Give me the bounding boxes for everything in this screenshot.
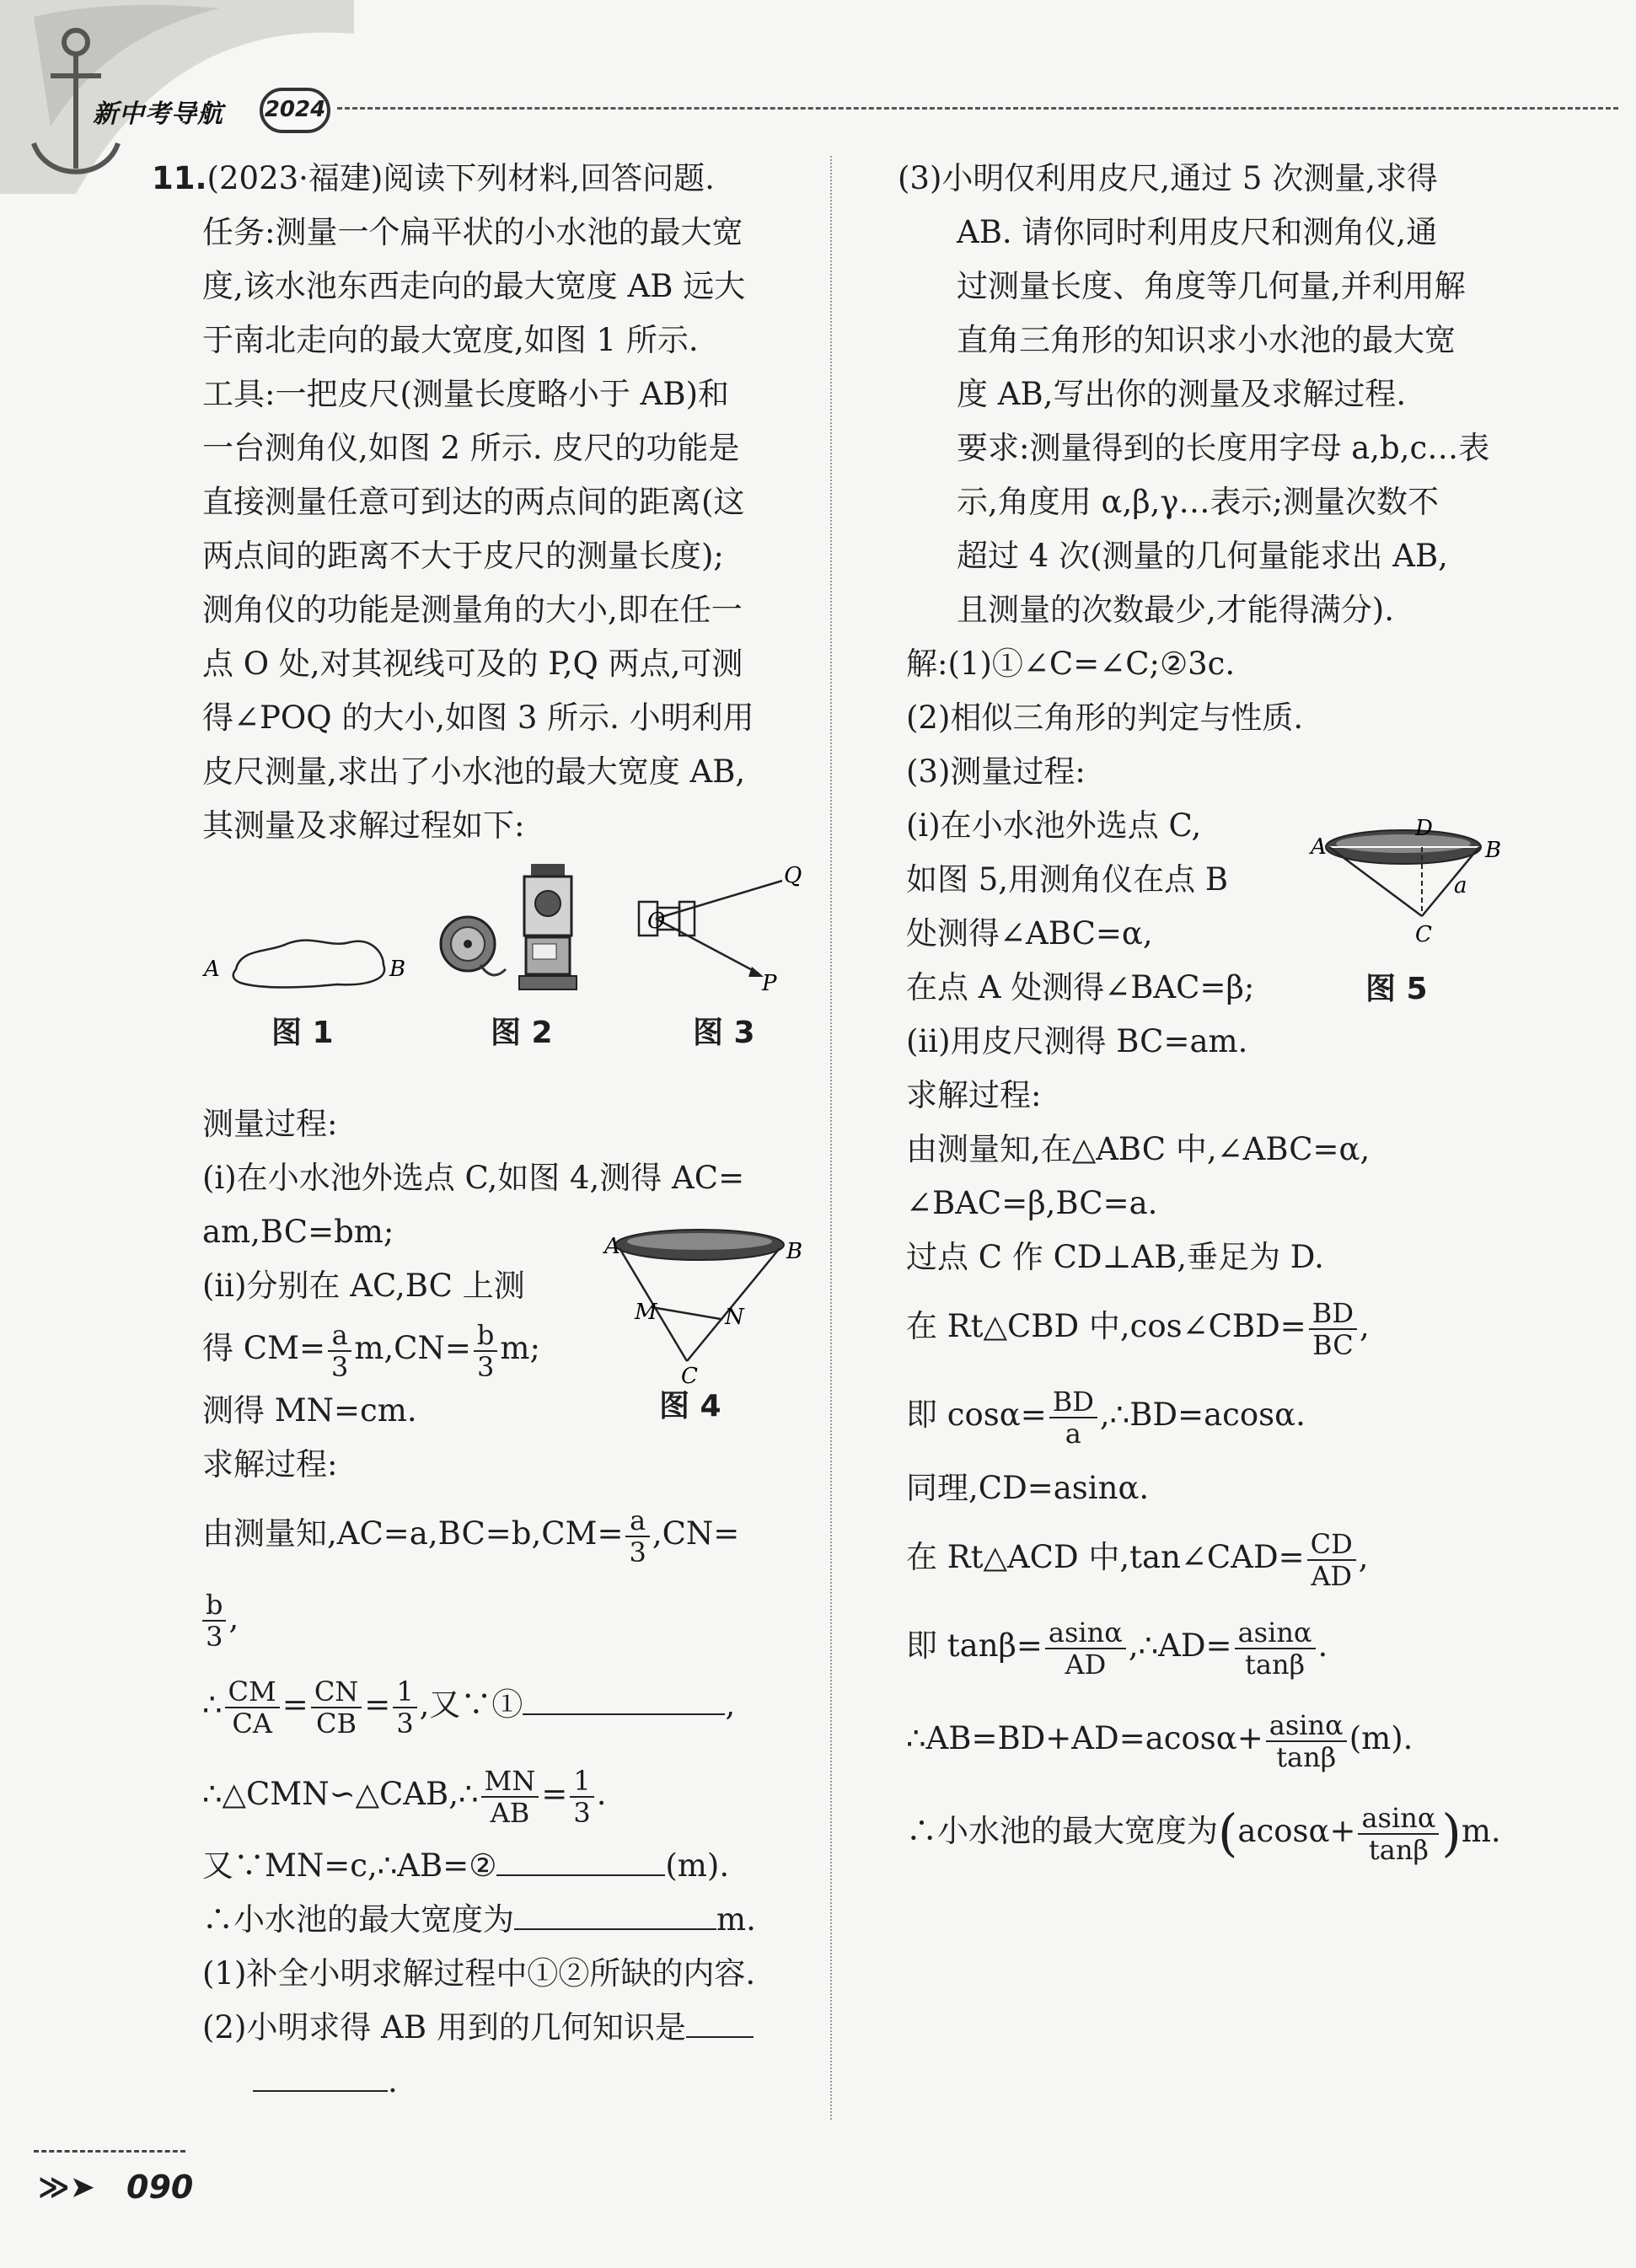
answer-3-title: (3)测量过程: [906,753,1086,790]
q3-line: 过测量长度、角度等几何量,并利用解 [957,268,1466,304]
solve-line: ∠BAC=β,BC=a. [906,1185,1158,1221]
figure-1-caption: 图 1 [271,1016,334,1050]
unit-label: m. [716,1901,756,1938]
frac-num: MN [481,1766,539,1798]
frac-den: CB [316,1707,357,1740]
fraction-b-over-3 [474,1320,497,1382]
task-line: 任务:测量一个扁平状的小水池的最大宽 [202,214,743,250]
frac-num: CM [225,1676,280,1708]
frac-num: asinα [1045,1617,1126,1649]
label-side-a: a [1454,873,1467,898]
frac-num: BD [1309,1298,1357,1330]
equals: = [282,1686,308,1723]
figure-5-diagram [1311,816,1513,948]
answer-blank-3[interactable] [514,1903,716,1930]
process-line: 如图 5,用测角仪在点 B [906,861,1229,898]
column-divider [830,156,832,2120]
frac-den: 3 [476,1350,495,1383]
conclusion-line: ∴小水池的最大宽度为 [906,1813,1218,1849]
q3-line: 直角三角形的知识求小水池的最大宽 [957,322,1456,358]
frac-den: AD [1065,1648,1107,1681]
label-b: B [1485,838,1502,863]
frac-den: tanβ [1368,1833,1429,1866]
solve-line: 即 tanβ= [906,1627,1043,1664]
process-line: (ⅰ)在小水池外选点 C, [906,807,1202,844]
fraction-1-over-3 [570,1766,593,1828]
question-number: 11. [152,160,207,196]
frac-den: tanβ [1245,1648,1306,1681]
answer-blank-1[interactable] [523,1688,725,1715]
process-line: 处测得∠ABC=α, [906,915,1153,952]
fraction-asina-tanb [1235,1617,1316,1680]
frac-den: a [1065,1417,1081,1450]
answer-blank-4[interactable] [686,2011,754,2038]
label-p: P [762,971,777,996]
fraction-1-over-3 [393,1676,416,1739]
series-title: 新中考导航 [93,99,223,129]
solve-line: 即 cosα= [906,1397,1047,1433]
fraction-a-over-3 [625,1505,649,1568]
frac-num: a [625,1505,649,1537]
sub-question-1: (1)补全小明求解过程中①②所缺的内容. [202,1955,756,1992]
measure-step-1-cont: am,BC=bm; [202,1214,394,1250]
fraction-asina-ad [1045,1617,1126,1680]
solve-line: 过点 C 作 CD⊥AB,垂足为 D. [906,1239,1324,1275]
label-b: B [389,957,406,982]
unit-label: (m). [665,1847,730,1884]
unit-label: m; [500,1330,540,1366]
measure-step-1: (ⅰ)在小水池外选点 C,如图 4,测得 AC= [202,1160,745,1196]
tools-line: 直接测量任意可到达的两点间的距离(这 [202,484,745,520]
sub-question-2: (2)小明求得 AB 用到的几何知识是 [202,2009,686,2045]
frac-num: asinα [1235,1617,1316,1649]
frac-den: 3 [573,1796,591,1829]
q3-line: 示,角度用 α,β,γ…表示;测量次数不 [957,484,1439,520]
fraction-b-over-3 [202,1590,226,1652]
solve-title: 求解过程: [202,1446,338,1483]
frac-num: 1 [570,1766,593,1798]
frac-den: tanβ [1276,1740,1337,1773]
fraction-bd-a [1049,1386,1097,1449]
label-a: A [204,957,220,982]
solve-line: 同理,CD=asinα. [906,1470,1150,1506]
fraction-cd-ad [1307,1529,1356,1591]
label-d: D [1415,816,1433,841]
measure-step-2: (ⅱ)分别在 AC,BC 上测 [202,1268,525,1304]
similar-triangles-line: ∴△CMN∽△CAB,∴ [202,1776,479,1812]
frac-den: 3 [396,1707,414,1740]
figure-1-pond [202,919,405,1003]
cn-label: m,CN= [354,1330,471,1366]
solve-title: 求解过程: [906,1077,1042,1113]
comma: , [725,1686,736,1723]
figure-3-caption: 图 3 [693,1016,755,1050]
label-o: O [647,909,666,934]
frac-num: 1 [393,1676,416,1708]
label-a: A [604,1234,620,1259]
footer-divider [34,2150,185,2153]
q3-line: 且测量的次数最少,才能得满分). [957,592,1394,628]
figure-4-caption: 图 4 [659,1389,721,1424]
cm-label: 得 CM= [202,1330,325,1366]
frac-num: BD [1049,1386,1097,1418]
tools-line: 其测量及求解过程如下: [202,807,525,844]
label-c: C [1415,922,1432,947]
measure-title: 测量过程: [202,1106,338,1142]
fraction-cm-ca [225,1676,280,1739]
comma: , [1359,1308,1370,1344]
q3-line: (3)小明仅利用皮尺,通过 5 次测量,求得 [898,160,1438,196]
footer-arrow-icon: ≫➤ [38,2170,95,2205]
tools-line: 测角仪的功能是测量角的大小,即在任一 [202,592,743,628]
frac-num: asinα [1358,1803,1439,1835]
q3-line: AB. 请你同时利用皮尺和测角仪,通 [957,214,1438,250]
tools-line: 工具:一把皮尺(测量长度略小于 AB)和 [202,376,730,412]
tools-line: 一台测角仪,如图 2 所示. 皮尺的功能是 [202,430,740,466]
header-divider [337,107,1618,110]
label-m: M [635,1300,657,1325]
fraction-cn-cb [311,1676,362,1739]
solve-line: ∴AB=BD+AD=acosα+ [906,1720,1263,1756]
frac-den: BC [1312,1328,1354,1361]
frac-num: CN [311,1676,362,1708]
solve-line: 在 Rt△ACD 中,tan∠CAD= [906,1539,1305,1575]
therefore-symbol: ∴ [202,1686,223,1723]
process-line: (ⅱ)用皮尺测得 BC=am. [906,1023,1248,1059]
right-paren: ) [1441,1804,1462,1863]
frac-den: AB [490,1796,530,1829]
figure-4-diagram [603,1226,805,1389]
label-b: B [786,1239,803,1264]
comma: , [1358,1539,1369,1575]
frac-den: 3 [330,1350,349,1383]
unit-label: (m). [1349,1720,1413,1756]
unit-label: m. [1461,1813,1501,1849]
frac-num: CD [1307,1529,1356,1561]
frac-num: b [474,1320,497,1352]
solve-line: 在 Rt△CBD 中,cos∠CBD= [906,1308,1306,1344]
left-column [152,152,809,2109]
solve-line-1-end: ,CN= [652,1515,740,1552]
q3-line: 超过 4 次(测量的几何量能求出 AB, [957,538,1448,574]
tools-line: 皮尺测量,求出了小水池的最大宽度 AB, [202,753,746,790]
comma: , [228,1600,239,1636]
solve-line-1: 由测量知,AC=a,BC=b,CM= [202,1515,624,1552]
equals: = [541,1776,568,1812]
label-n: N [725,1305,744,1330]
solve-line-mid: ,∴AD= [1128,1627,1232,1664]
fraction-asina-tanb [1266,1710,1347,1772]
fraction-bd-bc [1309,1298,1357,1360]
conclusion-expr: acosα+ [1237,1813,1356,1849]
label-a: A [1311,834,1327,860]
label-q: Q [784,863,802,888]
equals: = [364,1686,391,1723]
tools-line: 得∠POQ 的大小,如图 3 所示. 小明利用 [202,700,754,736]
question-intro: (2023·福建)阅读下列材料,回答问题. [207,160,715,196]
tools-line: 点 O 处,对其视线可及的 P,Q 两点,可测 [202,646,743,682]
process-line: 在点 A 处测得∠BAC=β; [906,969,1255,1005]
tools-line: 两点间的距离不大于皮尺的测量长度); [202,538,724,574]
period: . [388,2063,398,2099]
q3-line: 度 AB,写出你的测量及求解过程. [957,376,1407,412]
frac-num: asinα [1266,1710,1347,1742]
answer-blank-2[interactable] [496,1849,665,1876]
tape-measure-icon [441,917,506,975]
frac-den: 3 [629,1536,646,1568]
figure-3-angle [630,864,816,999]
frac-num: b [202,1590,226,1622]
solve-line-end: ,∴BD=acosα. [1099,1397,1306,1433]
frac-den: 3 [206,1620,223,1653]
theodolite-icon [519,864,577,989]
figure-5-caption: 图 5 [1365,972,1428,1006]
period: . [596,1776,607,1812]
figure-2-instruments [430,851,607,1003]
figure-2-caption: 图 2 [491,1016,553,1050]
answer-blank-4-cont[interactable] [253,2065,388,2092]
task-line: 度,该水池东西走向的最大宽度 AB 远大 [202,268,746,304]
label-c: C [681,1364,698,1389]
right-column [898,152,1513,1880]
fraction-asina-tanb [1358,1803,1439,1865]
blank-1-label: ,又∵① [419,1686,523,1723]
answer-1: 解:(1)①∠C=∠C;②3c. [906,646,1236,682]
frac-num: a [328,1320,351,1352]
max-width-label: ∴小水池的最大宽度为 [202,1901,514,1938]
answer-2: (2)相似三角形的判定与性质. [906,700,1304,736]
frac-den: AD [1311,1559,1353,1592]
frac-den: CA [232,1707,272,1740]
blank-2-label: 又∵MN=c,∴AB=② [202,1847,497,1884]
task-line: 于南北走向的最大宽度,如图 1 所示. [202,322,699,358]
q3-line: 要求:测量得到的长度用字母 a,b,c…表 [957,430,1490,466]
measure-step-3: 测得 MN=cm. [202,1392,417,1429]
page-number: 090 [126,2169,194,2206]
left-paren: ( [1218,1804,1238,1863]
fraction-a-over-3 [328,1320,351,1382]
period: . [1317,1627,1328,1664]
year-badge: 2024 [260,88,330,133]
fraction-mn-ab [481,1766,539,1828]
solve-line: 由测量知,在△ABC 中,∠ABC=α, [906,1131,1370,1167]
